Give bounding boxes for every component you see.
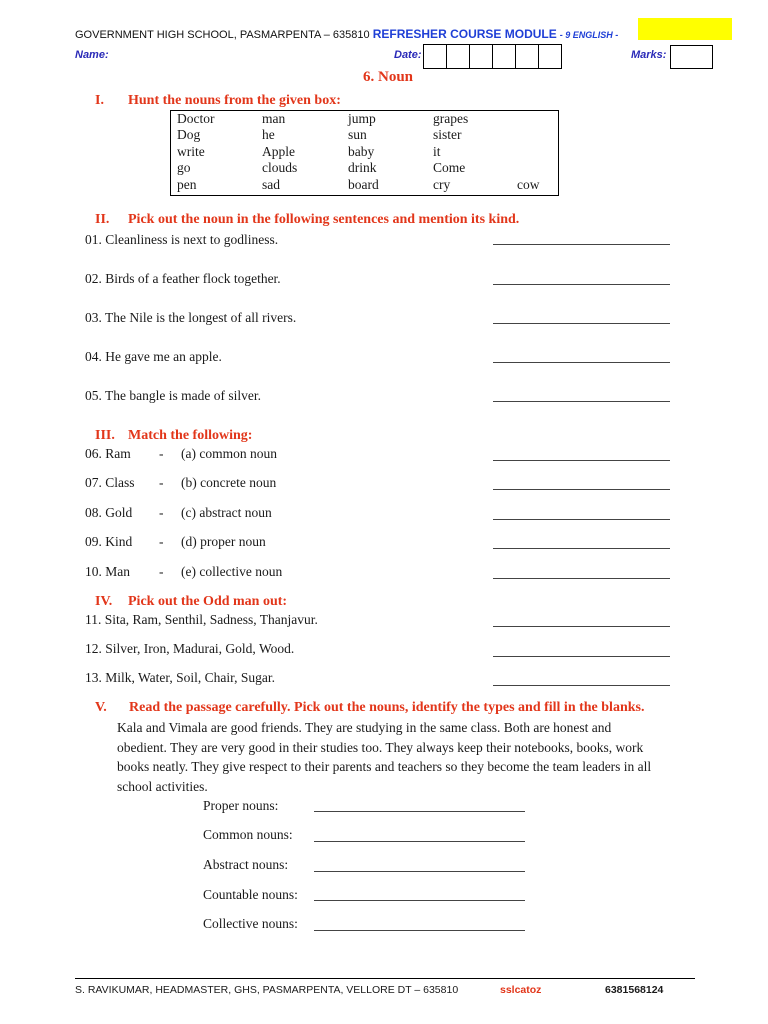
answer-line[interactable]: [493, 626, 670, 627]
match-dash: -: [159, 564, 164, 579]
section-4-number: IV.: [95, 594, 113, 609]
section-5-title: Read the passage carefully. Pick out the nouns, identify the types and fill in the blanks.: [129, 700, 645, 715]
question-item: 05. The bangle is made of silver.: [85, 388, 261, 403]
fill-label: Common nouns:: [203, 827, 293, 842]
fill-line[interactable]: [314, 811, 525, 812]
match-dash: -: [159, 446, 164, 461]
match-right: (b) concrete noun: [181, 475, 277, 490]
date-box[interactable]: [446, 44, 470, 69]
date-box[interactable]: [423, 44, 447, 69]
box-cell: sun: [348, 127, 367, 142]
section-3-number: III.: [95, 428, 115, 443]
section-4-heading: [95, 594, 287, 610]
marks-box[interactable]: [670, 45, 713, 69]
answer-line[interactable]: [493, 244, 670, 245]
box-cell: sad: [262, 177, 280, 192]
box-cell: man: [262, 111, 286, 126]
match-dash: -: [159, 475, 164, 490]
answer-line[interactable]: [493, 284, 670, 285]
date-box[interactable]: [469, 44, 493, 69]
match-left: 07. Class: [85, 475, 135, 490]
question-item: 12. Silver, Iron, Madurai, Gold, Wood.: [85, 641, 295, 656]
footer-site: sslcatoz: [500, 984, 542, 996]
match-left: 08. Gold: [85, 505, 133, 520]
fill-line[interactable]: [314, 871, 525, 872]
box-cell: clouds: [262, 160, 298, 175]
box-cell: Doctor: [177, 111, 215, 126]
question-item: 13. Milk, Water, Soil, Chair, Sugar.: [85, 670, 275, 685]
subject-label: - 9 ENGLISH -: [559, 30, 619, 40]
answer-line[interactable]: [493, 548, 670, 549]
box-cell: he: [262, 127, 275, 142]
section-3-title: Match the following:: [128, 428, 253, 443]
section-4-title: Pick out the Odd man out:: [128, 594, 288, 609]
fill-line[interactable]: [314, 841, 525, 842]
answer-line[interactable]: [493, 460, 670, 461]
match-right: (d) proper noun: [181, 534, 266, 549]
question-item: 11. Sita, Ram, Senthil, Sadness, Thanjavur.: [85, 612, 318, 627]
footer-author: S. RAVIKUMAR, HEADMASTER, GHS, PASMARPENTA, VELLORE DT – 635810: [75, 984, 459, 996]
box-cell: baby: [348, 144, 375, 159]
date-box[interactable]: [538, 44, 562, 69]
section-5-heading: [95, 700, 644, 716]
section-1-title: Hunt the nouns from the given box:: [128, 93, 341, 108]
question-item: 02. Birds of a feather flock together.: [85, 271, 281, 286]
section-2-number: II.: [95, 212, 110, 227]
box-cell: Apple: [262, 144, 295, 159]
match-right: (a) common noun: [181, 446, 277, 461]
fill-label: Abstract nouns:: [203, 857, 289, 872]
date-boxes[interactable]: [424, 44, 562, 69]
answer-line[interactable]: [493, 323, 670, 324]
name-label: Name:: [75, 49, 109, 61]
footer-divider: [75, 978, 695, 979]
section-1-number: I.: [95, 93, 104, 108]
match-left: 10. Man: [85, 564, 130, 579]
box-cell: board: [348, 177, 379, 192]
page-title: 6. Noun: [362, 69, 414, 85]
fill-label: Proper nouns:: [203, 798, 279, 813]
box-cell: write: [177, 144, 205, 159]
box-cell: Dog: [177, 127, 201, 142]
box-cell: Come: [433, 160, 466, 175]
answer-line[interactable]: [493, 685, 670, 686]
fill-label: Countable nouns:: [203, 887, 298, 902]
section-2-title: Pick out the noun in the following sentences and mention its kind.: [128, 212, 520, 227]
match-dash: -: [159, 505, 164, 520]
box-cell: jump: [348, 111, 376, 126]
match-left: 06. Ram: [85, 446, 131, 461]
module-title: REFRESHER COURSE MODULE: [372, 27, 557, 41]
answer-line[interactable]: [493, 489, 670, 490]
answer-line[interactable]: [493, 362, 670, 363]
box-cell: pen: [177, 177, 197, 192]
marks-label: Marks:: [631, 49, 667, 61]
match-right: (e) collective noun: [181, 564, 283, 579]
box-cell: sister: [433, 127, 462, 142]
date-box[interactable]: [492, 44, 516, 69]
box-cell: cry: [433, 177, 451, 192]
match-dash: -: [159, 534, 164, 549]
passage-text: Kala and Vimala are good friends. They are studying in the same class. Both are honest and obedient. They are very good in their studies too. They always keep their notebooks, books, work books neatly. They give respect to their parents and teachers so they become the team leaders in all school activities.: [117, 720, 652, 794]
box-cell: cow: [517, 177, 540, 192]
box-cell: go: [177, 160, 191, 175]
question-item: 01. Cleanliness is next to godliness.: [85, 232, 279, 247]
match-left: 09. Kind: [85, 534, 133, 549]
date-box[interactable]: [515, 44, 539, 69]
box-cell: it: [433, 144, 441, 159]
question-item: 03. The Nile is the longest of all rivers.: [85, 310, 297, 325]
fill-label: Collective nouns:: [203, 916, 298, 931]
answer-line[interactable]: [493, 578, 670, 579]
noun-box: [170, 110, 559, 196]
section-3-heading: [95, 428, 252, 444]
section-1-heading: [95, 93, 341, 109]
section-5-number: V.: [95, 700, 107, 715]
answer-line[interactable]: [493, 519, 670, 520]
date-label: Date:: [394, 49, 422, 61]
question-item: 04. He gave me an apple.: [85, 349, 222, 364]
school-name: GOVERNMENT HIGH SCHOOL, PASMARPENTA – 635810: [75, 29, 370, 41]
highlight-box: [638, 18, 732, 40]
match-right: (c) abstract noun: [181, 505, 272, 520]
box-cell: grapes: [433, 111, 469, 126]
answer-line[interactable]: [493, 401, 670, 402]
fill-line[interactable]: [314, 900, 525, 901]
section-2-heading: [95, 212, 519, 228]
answer-line[interactable]: [493, 656, 670, 657]
school-header: [75, 27, 618, 41]
fill-line[interactable]: [314, 930, 525, 931]
box-cell: drink: [348, 160, 377, 175]
footer-phone: 6381568124: [605, 984, 664, 996]
